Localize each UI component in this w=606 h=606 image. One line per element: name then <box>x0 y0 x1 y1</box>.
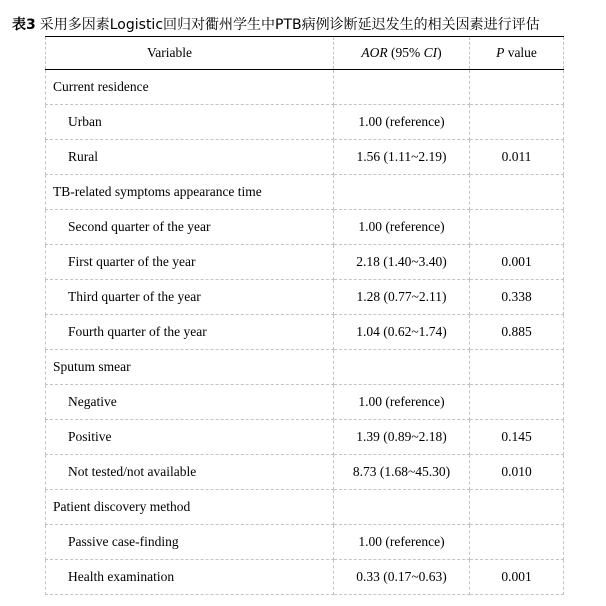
table-row <box>46 350 564 385</box>
row-label: Urban <box>46 105 334 140</box>
row-p-value <box>470 105 564 140</box>
row-aor: 1.39 (0.89~2.18) <box>334 420 470 455</box>
table-row <box>46 525 564 560</box>
table-row <box>46 385 564 420</box>
row-aor: 0.33 (0.17~0.63) <box>334 560 470 595</box>
table-row <box>46 315 564 350</box>
header-aor-ci: CI <box>423 45 438 60</box>
row-label: Negative <box>46 385 334 420</box>
row-label: Passive case-finding <box>46 525 334 560</box>
row-aor: 1.00 (reference) <box>334 385 470 420</box>
table-title: 采用多因素Logistic回归对衢州学生中PTB病例诊断延迟发生的相关因素进行评估 <box>39 17 540 33</box>
row-label: Sputum smear <box>46 350 334 385</box>
table-row <box>46 175 564 210</box>
table-number: 表3 <box>12 17 36 33</box>
row-p-value <box>470 210 564 245</box>
row-label: Health examination <box>46 560 334 595</box>
row-aor <box>334 175 470 210</box>
row-p-value <box>470 175 564 210</box>
row-p-value <box>470 490 564 525</box>
row-p-value: 0.145 <box>470 420 564 455</box>
row-label: Fourth quarter of the year <box>46 315 334 350</box>
row-label: Second quarter of the year <box>46 210 334 245</box>
row-p-value: 0.010 <box>470 455 564 490</box>
row-p-value: 0.011 <box>470 140 564 175</box>
row-label: Current residence <box>46 70 334 105</box>
table-row <box>46 105 564 140</box>
row-aor <box>334 70 470 105</box>
table-row <box>46 210 564 245</box>
table-row <box>46 140 564 175</box>
header-p-value <box>470 37 564 70</box>
row-label: Positive <box>46 420 334 455</box>
header-aor-mid: (95% <box>387 45 424 60</box>
results-table <box>45 36 564 595</box>
row-label: Not tested/not available <box>46 455 334 490</box>
row-aor: 8.73 (1.68~45.30) <box>334 455 470 490</box>
table-row <box>46 420 564 455</box>
row-p-value <box>470 70 564 105</box>
row-p-value <box>470 385 564 420</box>
row-aor: 1.00 (reference) <box>334 210 470 245</box>
table-row <box>46 70 564 105</box>
row-p-value <box>470 350 564 385</box>
row-p-value: 0.001 <box>470 560 564 595</box>
table-row <box>46 560 564 595</box>
row-aor: 1.00 (reference) <box>334 525 470 560</box>
header-row <box>46 37 564 70</box>
row-aor: 2.18 (1.40~3.40) <box>334 245 470 280</box>
row-p-value: 0.338 <box>470 280 564 315</box>
row-label: Patient discovery method <box>46 490 334 525</box>
table-caption <box>12 15 602 35</box>
table-row <box>46 280 564 315</box>
row-p-value: 0.885 <box>470 315 564 350</box>
header-p-letter: P <box>496 45 505 60</box>
row-label: Rural <box>46 140 334 175</box>
row-p-value: 0.001 <box>470 245 564 280</box>
header-variable: Variable <box>46 37 334 70</box>
table-row <box>46 245 564 280</box>
header-p-rest: value <box>504 45 537 60</box>
row-label: First quarter of the year <box>46 245 334 280</box>
row-aor: 1.04 (0.62~1.74) <box>334 315 470 350</box>
header-aor-abbrev: AOR <box>361 45 388 60</box>
header-aor <box>334 37 470 70</box>
header-aor-suffix: ) <box>437 45 442 60</box>
row-label: Third quarter of the year <box>46 280 334 315</box>
table-row <box>46 490 564 525</box>
row-aor <box>334 350 470 385</box>
row-aor <box>334 490 470 525</box>
row-label: TB-related symptoms appearance time <box>46 175 334 210</box>
table-row <box>46 455 564 490</box>
row-aor: 1.56 (1.11~2.19) <box>334 140 470 175</box>
row-aor: 1.00 (reference) <box>334 105 470 140</box>
row-p-value <box>470 525 564 560</box>
row-aor: 1.28 (0.77~2.11) <box>334 280 470 315</box>
